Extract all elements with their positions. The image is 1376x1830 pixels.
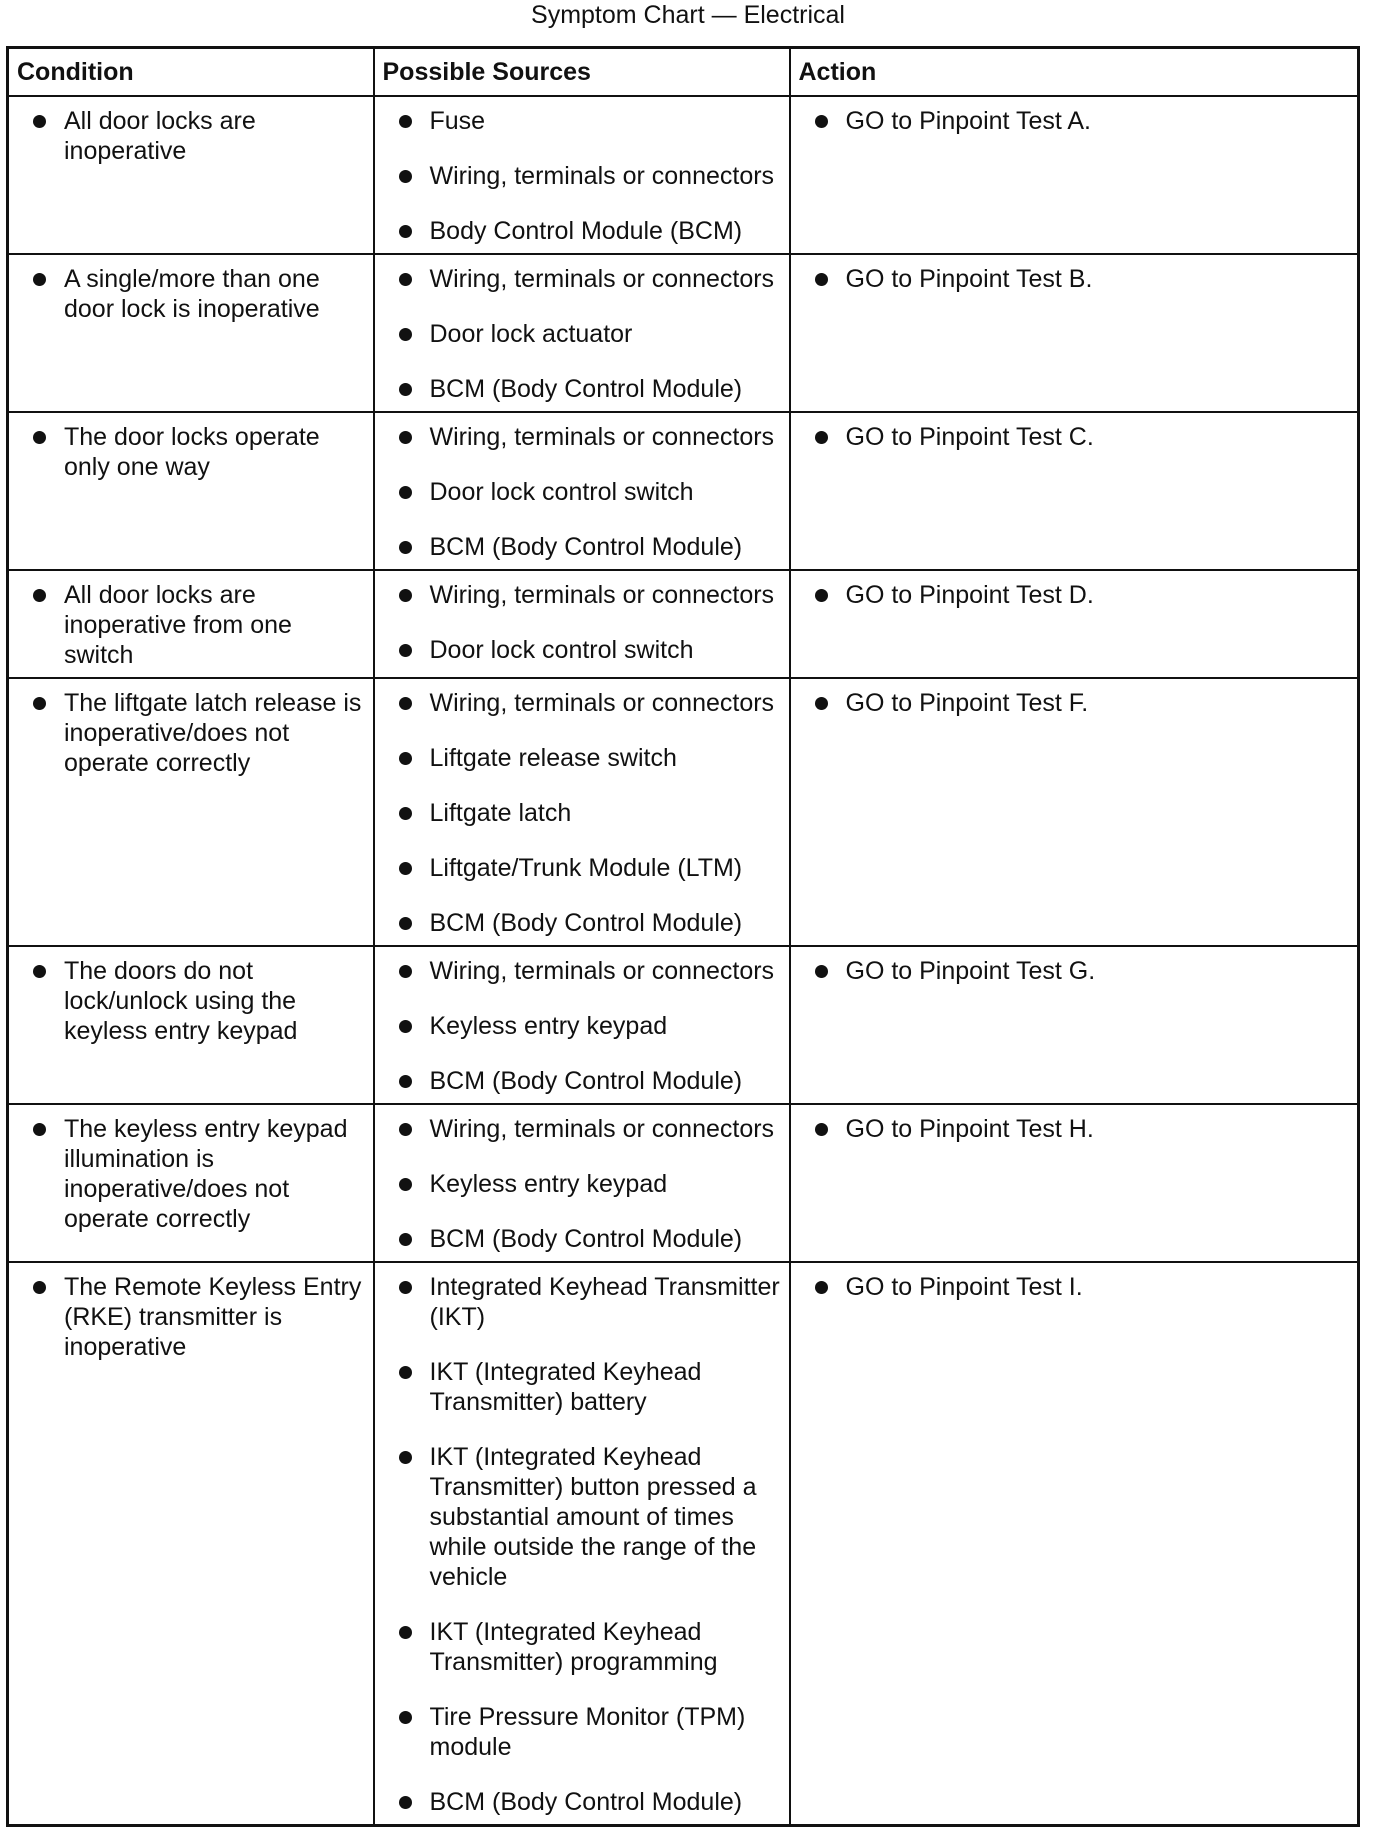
bullet-icon	[399, 965, 412, 978]
page-title: Symptom Chart — Electrical	[531, 1, 845, 29]
source-item	[383, 374, 781, 404]
possible-sources-cell	[374, 1104, 790, 1262]
source-item	[383, 580, 781, 610]
action-item-text: GO to Pinpoint Test F.	[845, 689, 1089, 717]
source-item	[383, 1224, 781, 1254]
source-item	[383, 106, 781, 136]
source-item-text: Door lock control switch	[429, 636, 694, 664]
source-item-text: Liftgate release switch	[429, 744, 677, 772]
source-item-text: Keyless entry keypad	[429, 1012, 668, 1040]
table-row	[8, 678, 1359, 946]
action-cell	[790, 1262, 1359, 1826]
condition-item	[17, 956, 365, 1046]
bullet-icon	[399, 862, 412, 875]
action-item	[799, 580, 1350, 610]
bullet-icon	[399, 1178, 412, 1191]
source-item	[383, 1114, 781, 1144]
source-item	[383, 422, 781, 452]
bullet-icon	[399, 1281, 412, 1294]
condition-cell	[8, 96, 374, 254]
action-cell	[790, 570, 1359, 678]
column-header-action: Action	[790, 48, 1359, 97]
source-item-text: Wiring, terminals or connectors	[429, 423, 775, 451]
source-item-text: Fuse	[429, 107, 486, 135]
bullet-icon	[399, 225, 412, 238]
condition-item-text: The door locks operate only one way	[64, 423, 320, 481]
source-item	[383, 161, 781, 191]
bullet-icon	[33, 431, 46, 444]
condition-item-text: The doors do not lock/unlock using the keyless entry keypad	[64, 957, 298, 1045]
bullet-icon	[399, 644, 412, 657]
condition-cell	[8, 570, 374, 678]
source-item	[383, 908, 781, 938]
bullet-icon	[399, 752, 412, 765]
bullet-icon	[399, 917, 412, 930]
condition-cell	[8, 1262, 374, 1826]
bullet-icon	[33, 1123, 46, 1136]
table-row	[8, 570, 1359, 678]
bullet-icon	[399, 115, 412, 128]
condition-item-text: A single/more than one door lock is inoperative	[64, 265, 320, 323]
source-item	[383, 1787, 781, 1817]
condition-item	[17, 422, 365, 482]
bullet-icon	[399, 1626, 412, 1639]
source-item-text: BCM (Body Control Module)	[429, 533, 743, 561]
source-item-text: Wiring, terminals or connectors	[429, 581, 775, 609]
bullet-icon	[399, 273, 412, 286]
source-item-text: BCM (Body Control Module)	[429, 1788, 743, 1816]
condition-cell	[8, 254, 374, 412]
condition-item	[17, 1114, 365, 1234]
action-item-text: GO to Pinpoint Test D.	[845, 581, 1094, 609]
bullet-icon	[815, 1281, 828, 1294]
possible-sources-cell	[374, 1262, 790, 1826]
action-item-text: GO to Pinpoint Test G.	[845, 957, 1096, 985]
condition-cell	[8, 946, 374, 1104]
condition-cell	[8, 678, 374, 946]
table-row	[8, 946, 1359, 1104]
bullet-icon	[399, 589, 412, 602]
source-item	[383, 216, 781, 246]
column-header-possible-sources: Possible Sources	[374, 48, 790, 97]
source-item-text: Liftgate/Trunk Module (LTM)	[429, 854, 743, 882]
bullet-icon	[399, 1711, 412, 1724]
table-row	[8, 254, 1359, 412]
source-item-text: Wiring, terminals or connectors	[429, 1115, 775, 1143]
condition-item-text: All door locks are inoperative	[64, 107, 256, 165]
possible-sources-cell	[374, 254, 790, 412]
source-item-text: IKT (Integrated Keyhead Transmitter) programming	[429, 1618, 718, 1676]
source-item-text: IKT (Integrated Keyhead Transmitter) battery	[429, 1358, 702, 1416]
source-item-text: BCM (Body Control Module)	[429, 1225, 743, 1253]
source-item-text: IKT (Integrated Keyhead Transmitter) button pressed a substantial amount of times while outside the range of the vehicle	[429, 1443, 757, 1591]
action-item-text: GO to Pinpoint Test B.	[845, 265, 1093, 293]
bullet-icon	[33, 965, 46, 978]
bullet-icon	[815, 273, 828, 286]
bullet-icon	[399, 1366, 412, 1379]
action-item	[799, 956, 1350, 986]
possible-sources-cell	[374, 946, 790, 1104]
condition-cell	[8, 1104, 374, 1262]
source-item-text: Body Control Module (BCM)	[429, 217, 743, 245]
condition-item	[17, 580, 365, 670]
source-item-text: Wiring, terminals or connectors	[429, 957, 775, 985]
bullet-icon	[399, 328, 412, 341]
possible-sources-cell	[374, 678, 790, 946]
condition-item-text: The liftgate latch release is inoperative/does not operate correctly	[64, 689, 362, 777]
bullet-icon	[815, 1123, 828, 1136]
action-item	[799, 422, 1350, 452]
action-item-text: GO to Pinpoint Test C.	[845, 423, 1094, 451]
condition-item-text: All door locks are inoperative from one switch	[64, 581, 292, 669]
source-item	[383, 1357, 781, 1417]
table-row	[8, 96, 1359, 254]
source-item	[383, 264, 781, 294]
source-item-text: Door lock control switch	[429, 478, 694, 506]
bullet-icon	[399, 1796, 412, 1809]
bullet-icon	[33, 1281, 46, 1294]
bullet-icon	[33, 273, 46, 286]
source-item-text: BCM (Body Control Module)	[429, 909, 743, 937]
bullet-icon	[399, 1020, 412, 1033]
bullet-icon	[399, 807, 412, 820]
bullet-icon	[399, 431, 412, 444]
bullet-icon	[399, 486, 412, 499]
column-header-condition: Condition	[8, 48, 374, 97]
action-cell	[790, 412, 1359, 570]
condition-item-text: The Remote Keyless Entry (RKE) transmitter is inoperative	[64, 1273, 362, 1361]
condition-item	[17, 688, 365, 778]
action-item	[799, 264, 1350, 294]
bullet-icon	[815, 589, 828, 602]
bullet-icon	[33, 697, 46, 710]
possible-sources-cell	[374, 570, 790, 678]
source-item	[383, 477, 781, 507]
source-item	[383, 853, 781, 883]
condition-item	[17, 106, 365, 166]
source-item	[383, 1066, 781, 1096]
source-item	[383, 319, 781, 349]
source-item-text: Door lock actuator	[429, 320, 633, 348]
action-cell	[790, 254, 1359, 412]
bullet-icon	[399, 697, 412, 710]
possible-sources-cell	[374, 412, 790, 570]
bullet-icon	[399, 1075, 412, 1088]
bullet-icon	[399, 1233, 412, 1246]
table-body	[8, 96, 1359, 1826]
bullet-icon	[399, 541, 412, 554]
bullet-icon	[33, 589, 46, 602]
source-item	[383, 1442, 781, 1592]
source-item-text: Integrated Keyhead Transmitter (IKT)	[429, 1273, 780, 1331]
symptom-table	[6, 46, 1360, 1827]
table-row	[8, 1104, 1359, 1262]
bullet-icon	[815, 965, 828, 978]
action-item-text: GO to Pinpoint Test I.	[845, 1273, 1083, 1301]
action-cell	[790, 96, 1359, 254]
source-item	[383, 532, 781, 562]
source-item-text: Wiring, terminals or connectors	[429, 162, 775, 190]
action-item	[799, 1272, 1350, 1302]
bullet-icon	[33, 115, 46, 128]
source-item-text: Liftgate latch	[429, 799, 572, 827]
action-item	[799, 1114, 1350, 1144]
source-item	[383, 1272, 781, 1332]
source-item	[383, 1169, 781, 1199]
bullet-icon	[815, 431, 828, 444]
condition-cell	[8, 412, 374, 570]
source-item	[383, 1617, 781, 1677]
source-item-text: Tire Pressure Monitor (TPM) module	[429, 1703, 746, 1761]
action-cell	[790, 678, 1359, 946]
bullet-icon	[399, 170, 412, 183]
source-item	[383, 1011, 781, 1041]
bullet-icon	[399, 1123, 412, 1136]
table-row	[8, 1262, 1359, 1826]
condition-item	[17, 1272, 365, 1362]
action-cell	[790, 946, 1359, 1104]
action-cell	[790, 1104, 1359, 1262]
action-item	[799, 688, 1350, 718]
bullet-icon	[815, 697, 828, 710]
table-row	[8, 412, 1359, 570]
source-item-text: Keyless entry keypad	[429, 1170, 668, 1198]
source-item-text: BCM (Body Control Module)	[429, 1067, 743, 1095]
source-item	[383, 743, 781, 773]
possible-sources-cell	[374, 96, 790, 254]
source-item	[383, 1702, 781, 1762]
source-item	[383, 956, 781, 986]
bullet-icon	[399, 383, 412, 396]
source-item-text: Wiring, terminals or connectors	[429, 689, 775, 717]
source-item-text: Wiring, terminals or connectors	[429, 265, 775, 293]
bullet-icon	[815, 115, 828, 128]
source-item	[383, 688, 781, 718]
action-item-text: GO to Pinpoint Test H.	[845, 1115, 1094, 1143]
source-item	[383, 635, 781, 665]
source-item-text: BCM (Body Control Module)	[429, 375, 743, 403]
table-header-row	[8, 48, 1359, 97]
bullet-icon	[399, 1451, 412, 1464]
action-item-text: GO to Pinpoint Test A.	[845, 107, 1092, 135]
condition-item	[17, 264, 365, 324]
action-item	[799, 106, 1350, 136]
condition-item-text: The keyless entry keypad illumination is inoperative/does not operate correctly	[64, 1115, 348, 1233]
source-item	[383, 798, 781, 828]
